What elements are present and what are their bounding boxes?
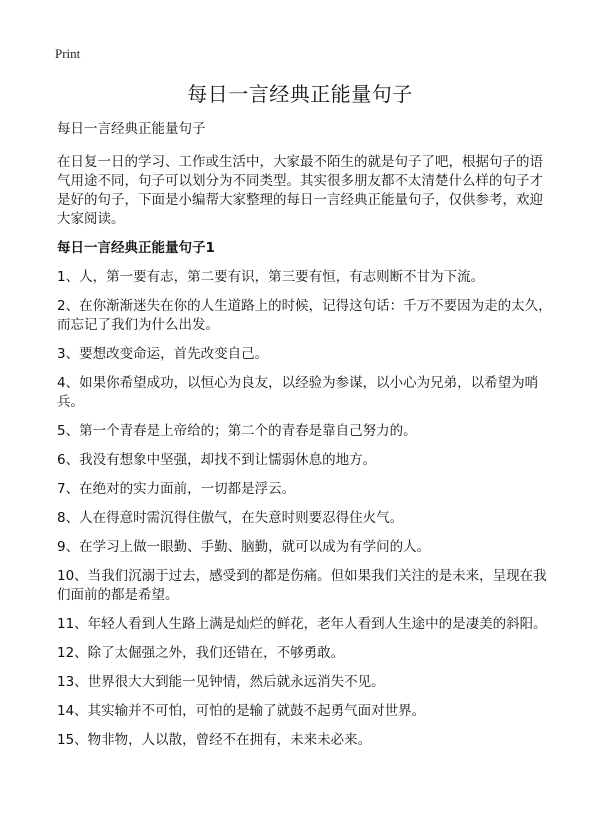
section-heading: 每日一言经典正能量句子1 bbox=[57, 240, 215, 256]
article-subtitle: 每日一言经典正能量句子 bbox=[57, 121, 206, 137]
quote-item: 6、我没有想象中坚强，却找不到让懦弱休息的地方。 bbox=[57, 452, 377, 468]
quote-item: 1、人，第一要有志，第二要有识，第三要有恒，有志则断不甘为下流。 bbox=[57, 269, 485, 285]
quote-item: 3、要想改变命运，首先改变自己。 bbox=[57, 346, 269, 362]
print-link[interactable]: Print bbox=[55, 46, 81, 61]
quote-item: 10、当我们沉溺于过去，感受到的都是伤痛。但如果我们关注的是未来，呈现在我们面前的都是希望。 bbox=[57, 568, 547, 603]
quote-item: 4、如果你希望成功，以恒心为良友，以经验为参谋，以小心为兄弟，以希望为哨兵。 bbox=[57, 375, 539, 410]
quote-item: 9、在学习上做一眼勤、手勤、脑勤，就可以成为有学问的人。 bbox=[57, 539, 431, 555]
quote-item: 8、人在得意时需沉得住傲气，在失意时则要忍得住火气。 bbox=[57, 510, 404, 526]
quote-item: 2、在你渐渐迷失在你的人生道路上的时候，记得这句话：千万不要因为走的太久，而忘记了我们为什么出发。 bbox=[57, 298, 552, 333]
intro-paragraph: 在日复一日的学习、工作或生活中，大家最不陌生的就是句子了吧，根据句子的语气用途不同，句子可以划分为不同类型。其实很多朋友都不太清楚什么样的句子才是好的句子，下面是小编帮大家整理的每日一言经典正能量句子，仅供参考，欢迎大家阅读。 bbox=[57, 154, 543, 227]
quote-item: 7、在绝对的实力面前，一切都是浮云。 bbox=[57, 481, 296, 497]
quote-item: 13、世界很大大到能一见钟情，然后就永远消失不见。 bbox=[57, 674, 385, 690]
page-title: 每日一言经典正能量句子 bbox=[187, 82, 413, 106]
quote-item: 5、第一个青春是上帝给的；第二个的青春是靠自己努力的。 bbox=[57, 423, 417, 439]
quote-item: 11、年轻人看到人生路上满是灿烂的鲜花，老年人看到人生途中的是凄美的斜阳。 bbox=[57, 616, 547, 632]
article-body bbox=[57, 120, 555, 760]
quote-item: 15、物非物，人以散，曾经不在拥有，未来未必来。 bbox=[57, 732, 372, 748]
quote-item: 12、除了太倔强之外，我们还错在，不够勇敢。 bbox=[57, 645, 345, 661]
quote-item: 14、其实输并不可怕，可怕的是输了就鼓不起勇气面对世界。 bbox=[57, 703, 426, 719]
